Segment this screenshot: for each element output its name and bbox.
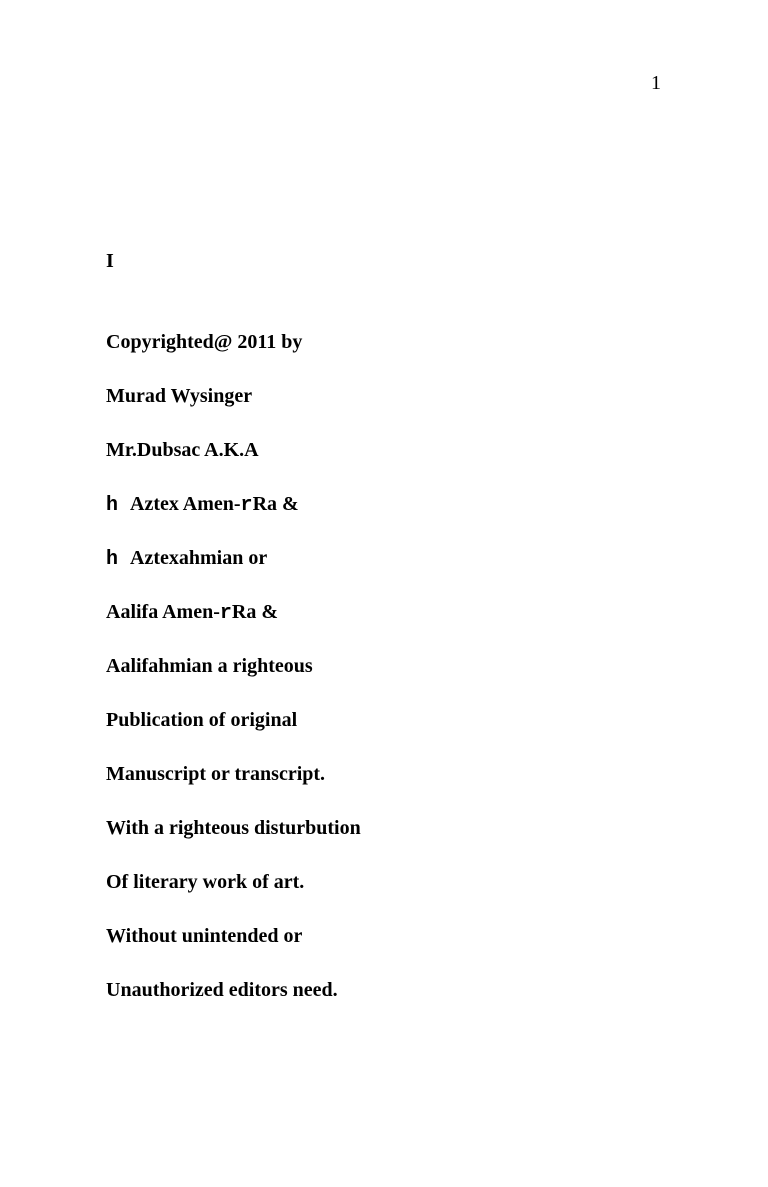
section-marker: I	[106, 250, 114, 272]
text-segment: Aztexahmian or	[130, 547, 268, 569]
text-line	[106, 329, 361, 383]
text-line	[106, 437, 361, 491]
text-line	[106, 599, 361, 653]
text-segment: Manuscript or transcript.	[106, 763, 326, 785]
text-segment: Ra &	[231, 601, 279, 623]
text-segment: Of literary work of art.	[106, 871, 305, 893]
text-segment: Copyrighted@ 2011 by	[106, 331, 303, 353]
text-line	[106, 977, 361, 1031]
text-line	[106, 761, 361, 815]
text-segment: With a righteous disturbution	[106, 817, 361, 839]
text-segment: Publication of original	[106, 709, 298, 731]
text-line	[106, 869, 361, 923]
text-line	[106, 923, 361, 977]
text-line	[106, 653, 361, 707]
mono-text-segment: r	[240, 494, 253, 517]
text-segment: Aalifahmian a righteous	[106, 655, 313, 677]
mono-text-segment: h	[106, 548, 131, 571]
copyright-text-block	[106, 329, 361, 1031]
text-segment: Without unintended or	[106, 925, 303, 947]
text-line	[106, 383, 361, 437]
mono-text-segment: r	[219, 602, 232, 625]
text-segment: Unauthorized editors need.	[106, 979, 338, 1001]
text-line	[106, 707, 361, 761]
text-line	[106, 545, 361, 599]
text-line	[106, 815, 361, 869]
text-segment: Aalifa Amen-	[106, 601, 220, 623]
text-segment: Murad Wysinger	[106, 385, 253, 407]
page-number: 1	[651, 72, 661, 94]
mono-text-segment: h	[106, 494, 131, 517]
text-segment: Mr.Dubsac A.K.A	[106, 439, 259, 461]
text-line	[106, 491, 361, 545]
text-segment: Aztex Amen-	[130, 493, 241, 515]
text-segment: Ra &	[252, 493, 299, 515]
